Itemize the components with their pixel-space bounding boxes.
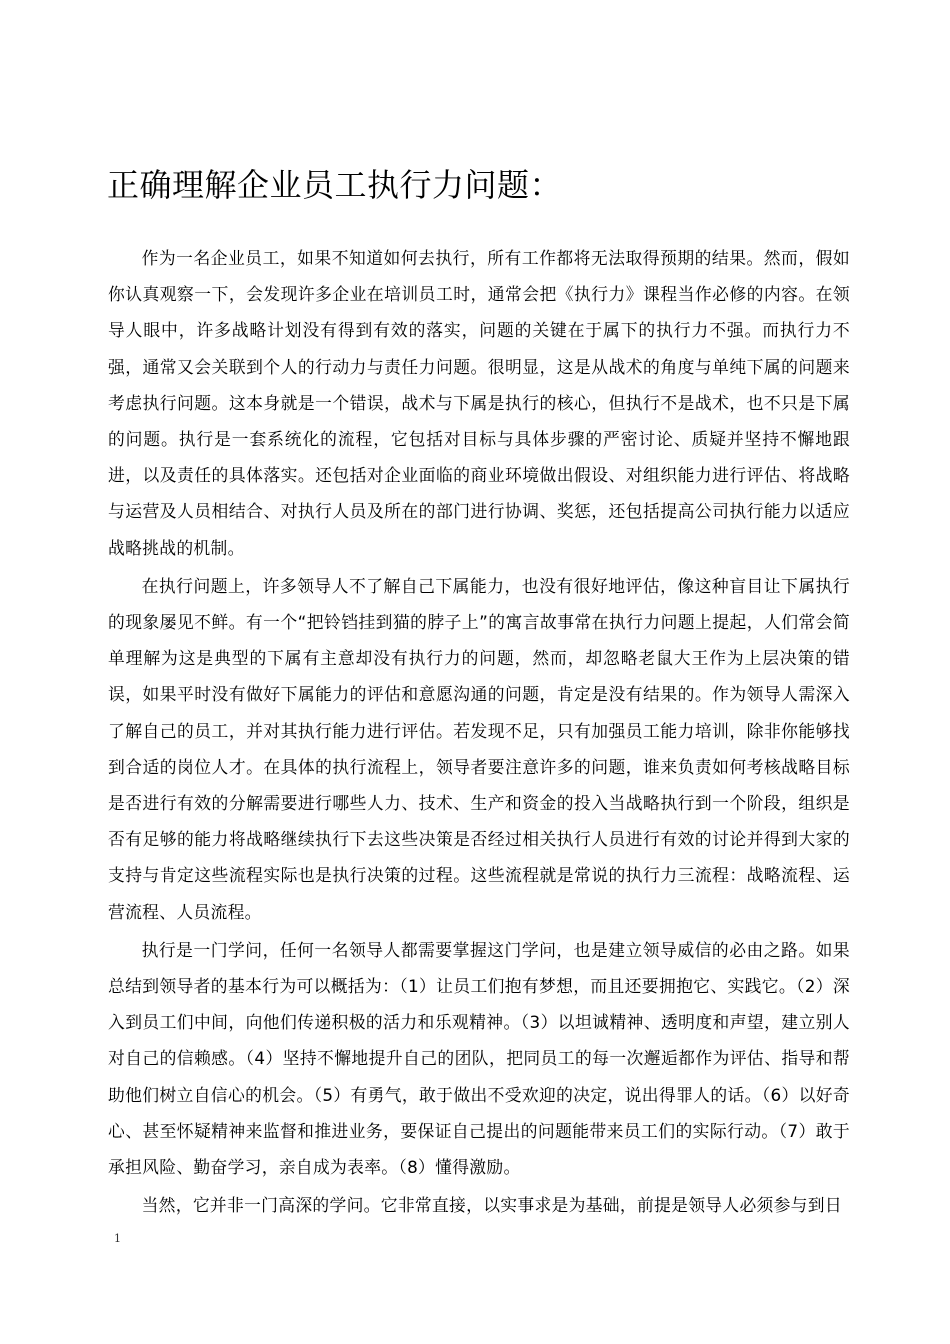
paragraph-4: 当然，它并非一门高深的学问。它非常直接，以实事求是为基础，前提是领导人必须参与到日 xyxy=(141,1195,842,1216)
paragraph-1: 作为一名企业员工，如果不知道如何去执行，所有工作都将无法取得预期的结果。然而，假如你认真观察一下，会发现许多企业在培训员工时，通常会把《执行力》课程当作必修的内容。在领导人眼中，许多战略计划没有得到有效的落实，问题的关键在于属下的执行力不强。而执行力不强，通常又会关联到个人的行动力与责任力问题。很明显，这是从战术的角度与单纯下属的问题来考虑执行问题。这本身就是一个错误，战术与下属是执行的核心，但执行不是战术，也不只是下属的问题。执行是一套系统化的流程，它包括对目标与具体步骤的严密讨论、质疑并坚持不懈地跟进，以及责任的具体落实。还包括对企业面临的商业环境做出假设、对组织能力进行评估、将战略与运营及人员相结合、对执行人员及所在的部门进行协调、奖惩，还包括提高公司执行能力以适应战略挑战的机制。 xyxy=(108,248,850,558)
document-body xyxy=(108,240,850,1225)
document-title: 正确理解企业员工执行力问题： xyxy=(107,166,563,204)
page-number: 1 xyxy=(114,1232,121,1245)
paragraph-2: 在执行问题上，许多领导人不了解自己下属能力，也没有很好地评估，像这种盲目让下属执行的现象屡见不鲜。有一个“把铃铛挂到猫的脖子上”的寓言故事常在执行力问题上提起，人们常会简单理解为这是典型的下属有主意却没有执行力的问题，然而，却忽略老鼠大王作为上层决策的错误，如果平时没有做好下属能力的评估和意愿沟通的问题，肯定是没有结果的。作为领导人需深入了解自己的员工，并对其执行能力进行评估。若发现不足，只有加强员工能力培训，除非你能够找到合适的岗位人才。在具体的执行流程上，领导者要注意许多的问题，谁来负责如何考核战略目标是否进行有效的分解需要进行哪些人力、技术、生产和资金的投入当战略执行到一个阶段，组织是否有足够的能力将战略继续执行下去这些决策是否经过相关执行人员进行有效的讨论并得到大家的支持与肯定这些流程实际也是执行决策的过程。这些流程就是常说的执行力三流程：战略流程、运营流程、人员流程。 xyxy=(108,575,850,922)
paragraph-3: 执行是一门学问，任何一名领导人都需要掌握这门学问，也是建立领导威信的必由之路。如果总结到领导者的基本行为可以概括为：（1）让员工们抱有梦想，而且还要拥抱它、实践它。（2）深入到员工们中间，向他们传递积极的活力和乐观精神。（3）以坦诚精神、透明度和声望，建立别人对自己的信赖感。（4）坚持不懈地提升自己的团队，把同员工的每一次邂逅都作为评估、指导和帮助他们树立自信心的机会。（5）有勇气，敢于做出不受欢迎的决定，说出得罪人的话。（6）以好奇心、甚至怀疑精神来监督和推进业务，要保证自己提出的问题能带来员工们的实际行动。（7）敢于承担风险、勤奋学习，亲自成为表率。（8）懂得激励。 xyxy=(108,939,850,1178)
